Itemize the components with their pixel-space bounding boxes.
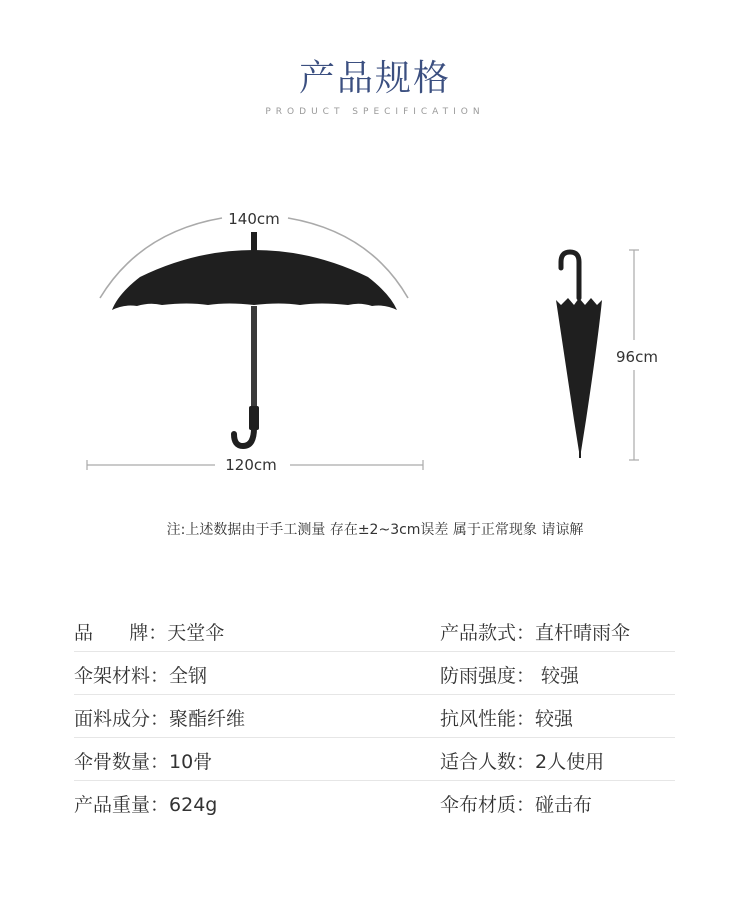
spec-value: 聚酯纤维 xyxy=(169,708,246,730)
spec-value: 全钢 xyxy=(169,665,208,687)
spec-table xyxy=(74,609,675,823)
closed-umbrella-hook xyxy=(561,252,579,298)
spec-cell xyxy=(74,618,224,645)
umbrella-canopy xyxy=(112,250,397,310)
page-subtitle: PRODUCT SPECIFICATION xyxy=(265,107,485,117)
spec-label: 防雨强度： xyxy=(440,665,536,687)
spec-label: 品 牌： xyxy=(74,622,168,644)
spec-row xyxy=(74,652,675,695)
spec-value: 碰击布 xyxy=(535,794,593,816)
spec-row xyxy=(74,695,675,738)
width-dimension-label: 140cm xyxy=(228,210,280,228)
spec-cell xyxy=(440,747,604,774)
spec-cell xyxy=(440,790,592,817)
spec-label: 面料成分： xyxy=(74,708,170,730)
spec-cell xyxy=(74,747,212,774)
measurement-note: 注:上述数据由于手工测量 存在±2~3cm误差 属于正常现象 请谅解 xyxy=(166,522,584,538)
spec-value: 较强 xyxy=(535,665,580,687)
spec-label: 抗风性能： xyxy=(440,708,536,730)
spec-cell xyxy=(440,661,579,688)
spec-cell xyxy=(74,790,217,817)
length-dimension-label: 120cm xyxy=(225,456,277,474)
closed-umbrella-body xyxy=(556,298,602,458)
spec-label: 伞骨数量： xyxy=(74,751,170,773)
spec-cell xyxy=(74,661,207,688)
spec-label: 产品款式： xyxy=(440,622,536,644)
spec-cell xyxy=(74,704,245,731)
spec-value: 天堂伞 xyxy=(167,622,225,644)
spec-value: 624g xyxy=(169,794,218,816)
closed-length-dimension-label: 96cm xyxy=(616,348,658,366)
spec-value: 2人使用 xyxy=(535,751,605,773)
spec-row xyxy=(74,738,675,781)
spec-row xyxy=(74,781,675,823)
spec-label: 适合人数： xyxy=(440,751,536,773)
spec-value: 10骨 xyxy=(169,751,213,773)
spec-cell xyxy=(440,618,630,645)
page-title: 产品规格 xyxy=(298,58,451,99)
spec-cell xyxy=(440,704,573,731)
umbrella-hook xyxy=(234,428,254,446)
spec-label: 伞布材质： xyxy=(440,794,536,816)
spec-label: 产品重量： xyxy=(74,794,170,816)
spec-value: 直杆晴雨伞 xyxy=(535,622,631,644)
umbrella-tip xyxy=(251,232,257,252)
spec-row xyxy=(74,609,675,652)
umbrella-shaft xyxy=(251,306,257,408)
spec-value: 较强 xyxy=(535,708,574,730)
spec-label: 伞架材料： xyxy=(74,665,170,687)
